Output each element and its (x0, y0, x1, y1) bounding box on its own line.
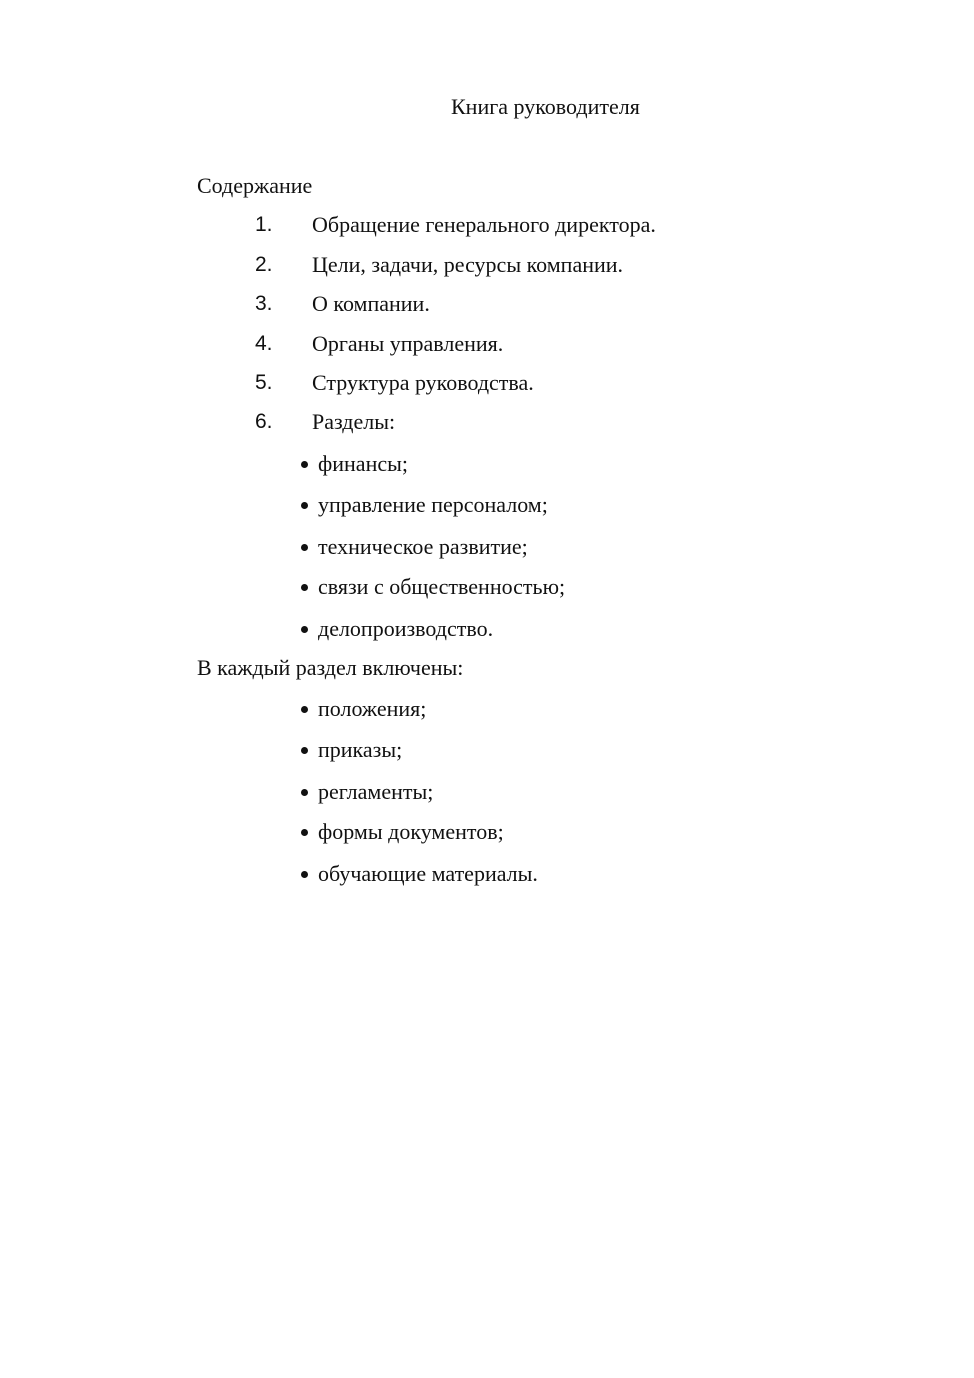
contents-item-text: Органы управления. (312, 331, 504, 356)
bullet-icon (301, 626, 308, 633)
contents-item-number: 5. (255, 371, 273, 394)
contents-item-text: Разделы: (312, 409, 396, 434)
section-item-text: делопроизводство. (318, 616, 494, 641)
contents-item-number: 3. (255, 292, 273, 315)
bullet-icon (301, 829, 308, 836)
bullet-icon (301, 747, 308, 754)
bullet-icon (301, 706, 308, 713)
included-heading: В каждый раздел включены: (197, 655, 464, 680)
section-item-text: управление персоналом; (318, 492, 548, 517)
bullet-icon (301, 461, 308, 468)
contents-item-number: 6. (255, 410, 273, 433)
bullet-icon (301, 584, 308, 591)
bullet-icon (301, 871, 308, 878)
contents-item-number: 1. (255, 213, 273, 236)
section-item-text: связи с общественностью; (318, 574, 566, 599)
contents-item-text: О компании. (312, 291, 430, 316)
document-title: Книга руководителя (451, 94, 640, 119)
included-item-text: приказы; (318, 737, 403, 762)
contents-heading: Содержание (197, 173, 313, 198)
contents-item-number: 2. (255, 253, 273, 276)
bullet-icon (301, 544, 308, 551)
contents-item-text: Цели, задачи, ресурсы компании. (312, 252, 624, 277)
included-item-text: положения; (318, 696, 427, 721)
section-item-text: финансы; (318, 451, 408, 476)
included-item-text: регламенты; (318, 779, 434, 804)
included-item-text: обучающие материалы. (318, 861, 538, 886)
section-item-text: техническое развитие; (318, 534, 528, 559)
contents-item-number: 4. (255, 332, 273, 355)
contents-item-text: Структура руководства. (312, 370, 534, 395)
contents-item-text: Обращение генерального директора. (312, 212, 656, 237)
included-item-text: формы документов; (318, 819, 504, 844)
bullet-icon (301, 502, 308, 509)
bullet-icon (301, 789, 308, 796)
